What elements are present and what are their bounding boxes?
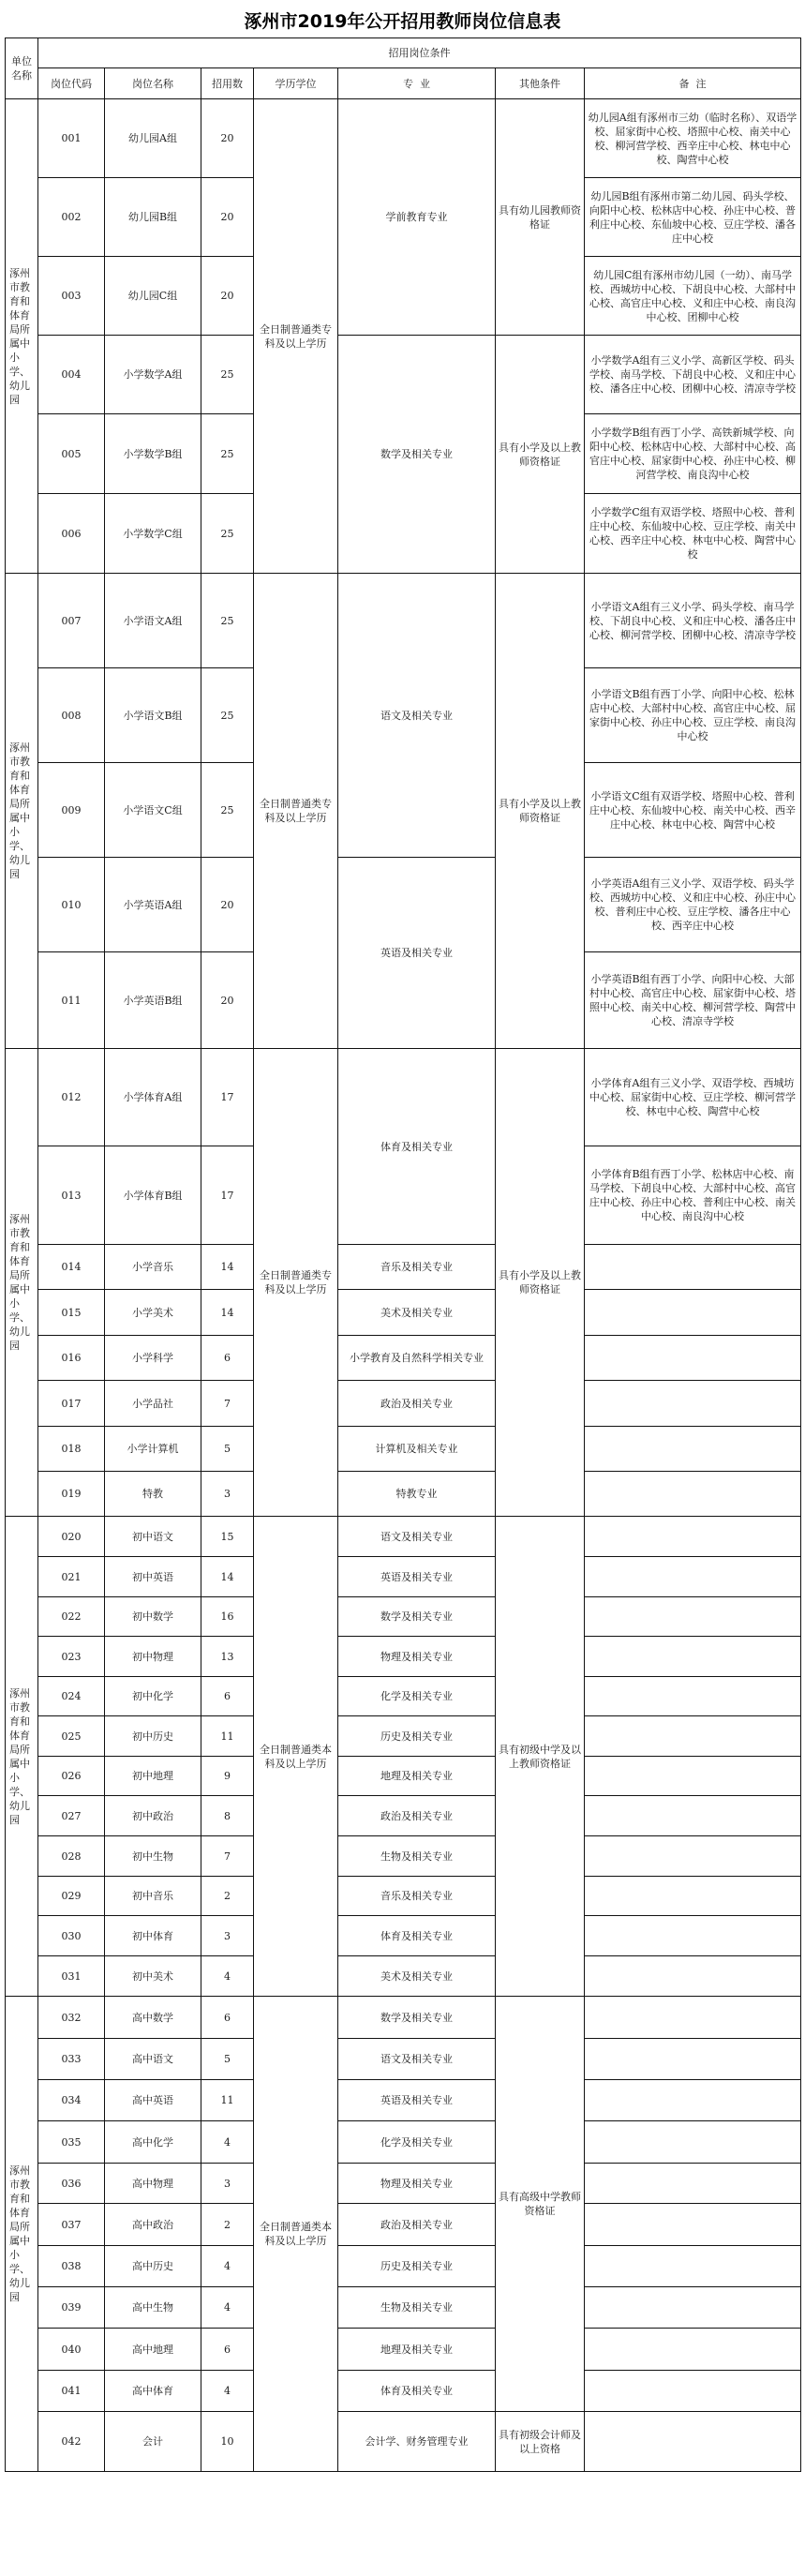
position-name: 小学品社 (105, 1381, 201, 1427)
position-code: 002 (38, 178, 105, 257)
position-name: 初中数学 (105, 1597, 201, 1637)
major-requirement: 英语及相关专业 (338, 2080, 496, 2121)
table-row (6, 574, 801, 668)
position-name: 高中生物 (105, 2287, 201, 2329)
position-name: 幼儿园A组 (105, 99, 201, 178)
remark (585, 1757, 801, 1796)
hire-count: 20 (201, 178, 254, 257)
education-requirement: 全日制普通类本科及以上学历 (254, 1997, 338, 2472)
table-row (6, 1381, 801, 1427)
table-row (6, 336, 801, 414)
remark (585, 1716, 801, 1757)
major-requirement: 生物及相关专业 (338, 2287, 496, 2329)
remark (585, 2121, 801, 2164)
position-code: 011 (38, 952, 105, 1049)
position-code: 027 (38, 1796, 105, 1836)
hire-count: 11 (201, 2080, 254, 2121)
major-requirement: 英语及相关专业 (338, 1557, 496, 1597)
position-code: 035 (38, 2121, 105, 2164)
position-name: 高中英语 (105, 2080, 201, 2121)
position-code: 021 (38, 1557, 105, 1597)
hire-count: 9 (201, 1757, 254, 1796)
remark: 小学数学C组有双语学校、塔照中心校、普利庄中心校、东仙坡中心校、豆庄学校、南关中心校、西辛庄中心校、林屯中心校、陶营中心校 (585, 494, 801, 574)
position-name: 高中物理 (105, 2164, 201, 2204)
table-row (6, 1245, 801, 1290)
table-row (6, 99, 801, 178)
major-requirement: 政治及相关专业 (338, 1796, 496, 1836)
hire-count: 8 (201, 1796, 254, 1836)
unit-name-cell (6, 99, 38, 574)
remark (585, 1517, 801, 1557)
position-name: 特教 (105, 1472, 201, 1517)
positions-table (5, 37, 801, 2472)
position-name: 初中地理 (105, 1757, 201, 1796)
hire-count: 20 (201, 257, 254, 336)
table-row (6, 1956, 801, 1997)
major-requirement: 会计学、财务管理专业 (338, 2412, 496, 2472)
major-requirement: 英语及相关专业 (338, 858, 496, 1049)
header-education: 学历学位 (254, 68, 338, 99)
position-code: 034 (38, 2080, 105, 2121)
remark: 小学数学A组有三义小学、高新区学校、码头学校、南马学校、下胡良中心校、义和庄中心校、潘各庄中心校、团柳中心校、清凉寺学校 (585, 336, 801, 414)
position-code: 025 (38, 1716, 105, 1757)
position-name: 小学英语B组 (105, 952, 201, 1049)
hire-count: 25 (201, 494, 254, 574)
header-major: 专 业 (338, 68, 496, 99)
table-row (6, 1336, 801, 1381)
position-code: 019 (38, 1472, 105, 1517)
position-code: 036 (38, 2164, 105, 2204)
major-requirement: 美术及相关专业 (338, 1956, 496, 1997)
position-code: 041 (38, 2371, 105, 2412)
position-name: 初中音乐 (105, 1877, 201, 1916)
position-name: 小学语文C组 (105, 763, 201, 858)
education-requirement: 全日制普通类专科及以上学历 (254, 1049, 338, 1517)
hire-count: 4 (201, 2287, 254, 2329)
position-code: 005 (38, 414, 105, 494)
page-title: 涿州市2019年公开招用教师岗位信息表 (244, 11, 561, 32)
position-code: 017 (38, 1381, 105, 1427)
position-code: 020 (38, 1517, 105, 1557)
major-requirement: 数学及相关专业 (338, 1997, 496, 2039)
table-row (6, 2371, 801, 2412)
other-requirement: 具有高级中学教师资格证 (496, 1997, 585, 2412)
remark (585, 1427, 801, 1472)
major-requirement: 数学及相关专业 (338, 1597, 496, 1637)
major-requirement: 语文及相关专业 (338, 1517, 496, 1557)
hire-count: 5 (201, 1427, 254, 1472)
position-code: 008 (38, 668, 105, 763)
position-name: 高中历史 (105, 2246, 201, 2287)
table-row (6, 2412, 801, 2472)
table-row (6, 1997, 801, 2039)
major-requirement: 体育及相关专业 (338, 1049, 496, 1245)
position-name: 高中政治 (105, 2204, 201, 2246)
other-requirement: 具有小学及以上教师资格证 (496, 1049, 585, 1517)
position-name: 初中生物 (105, 1836, 201, 1877)
remark: 幼儿园C组有涿州市幼儿园（一幼）、南马学校、西城坊中心校、下胡良中心校、大部村中心校、高官庄中心校、义和庄中心校、南良沟中心校、团柳中心校 (585, 257, 801, 336)
position-name: 初中美术 (105, 1956, 201, 1997)
remark (585, 2287, 801, 2329)
position-name: 幼儿园B组 (105, 178, 201, 257)
position-name: 小学体育A组 (105, 1049, 201, 1146)
table-row (6, 1877, 801, 1916)
hire-count: 17 (201, 1146, 254, 1245)
position-name: 小学英语A组 (105, 858, 201, 952)
position-code: 015 (38, 1290, 105, 1336)
remark (585, 2204, 801, 2246)
position-name: 小学科学 (105, 1336, 201, 1381)
table-row (6, 2080, 801, 2121)
major-requirement: 化学及相关专业 (338, 1677, 496, 1716)
position-name: 小学语文B组 (105, 668, 201, 763)
other-requirement: 具有小学及以上教师资格证 (496, 336, 585, 574)
hire-count: 25 (201, 336, 254, 414)
hire-count: 3 (201, 2164, 254, 2204)
remark: 小学语文B组有西丁小学、向阳中心校、松林店中心校、大部村中心校、高官庄中心校、屈家街中心校、孙庄中心校、豆庄学校、南良沟中心校 (585, 668, 801, 763)
position-code: 042 (38, 2412, 105, 2472)
hire-count: 16 (201, 1597, 254, 1637)
unit-name: 涿州市教育和体育局所属中小学、幼儿园 (9, 741, 30, 880)
position-code: 014 (38, 1245, 105, 1290)
remark: 小学数学B组有西丁小学、高铁新城学校、向阳中心校、松林店中心校、大部村中心校、高官庄中心校、屈家街中心校、孙庄中心校、柳河营学校、南良沟中心校 (585, 414, 801, 494)
table-row (6, 2164, 801, 2204)
remark (585, 1916, 801, 1956)
position-name: 初中物理 (105, 1637, 201, 1677)
hire-count: 14 (201, 1557, 254, 1597)
position-code: 001 (38, 99, 105, 178)
table-row (6, 1049, 801, 1146)
position-name: 初中化学 (105, 1677, 201, 1716)
position-name: 小学计算机 (105, 1427, 201, 1472)
remark (585, 1381, 801, 1427)
remark (585, 1677, 801, 1716)
remark (585, 1290, 801, 1336)
position-code: 024 (38, 1677, 105, 1716)
table-row (6, 2204, 801, 2246)
remark: 小学英语B组有西丁小学、向阳中心校、大部村中心校、高官庄中心校、屈家街中心校、塔照中心校、南关中心校、柳河营学校、陶营中心校、清凉寺学校 (585, 952, 801, 1049)
position-code: 004 (38, 336, 105, 414)
major-requirement: 音乐及相关专业 (338, 1877, 496, 1916)
major-requirement: 历史及相关专业 (338, 2246, 496, 2287)
remark (585, 1637, 801, 1677)
hire-count: 4 (201, 2371, 254, 2412)
remark (585, 2412, 801, 2472)
major-requirement: 政治及相关专业 (338, 2204, 496, 2246)
table-row (6, 1517, 801, 1557)
major-requirement: 语文及相关专业 (338, 574, 496, 858)
position-name: 小学数学B组 (105, 414, 201, 494)
table-row (6, 1757, 801, 1796)
hire-count: 4 (201, 2121, 254, 2164)
remark: 小学语文A组有三义小学、码头学校、南马学校、下胡良中心校、义和庄中心校、潘各庄中心校、柳河营学校、团柳中心校、清凉寺学校 (585, 574, 801, 668)
position-name: 高中地理 (105, 2329, 201, 2371)
remark: 幼儿园A组有涿州市三幼（临时名称）、双语学校、屈家街中心校、塔照中心校、南关中心校、柳河营学校、西辛庄中心校、林屯中心校、陶营中心校 (585, 99, 801, 178)
table-row (6, 1916, 801, 1956)
hire-count: 4 (201, 1956, 254, 1997)
position-code: 006 (38, 494, 105, 574)
hire-count: 17 (201, 1049, 254, 1146)
remark (585, 2164, 801, 2204)
major-requirement: 数学及相关专业 (338, 336, 496, 574)
position-code: 007 (38, 574, 105, 668)
header-unit-name: 单位名称 (6, 38, 38, 99)
table-row (6, 1796, 801, 1836)
major-requirement: 体育及相关专业 (338, 2371, 496, 2412)
remark (585, 2329, 801, 2371)
position-name: 幼儿园C组 (105, 257, 201, 336)
position-code: 038 (38, 2246, 105, 2287)
remark: 幼儿园B组有涿州市第二幼儿园、码头学校、向阳中心校、松林店中心校、孙庄中心校、普利庄中心校、东仙坡中心校、豆庄学校、潘各庄中心校 (585, 178, 801, 257)
position-name: 小学体育B组 (105, 1146, 201, 1245)
major-requirement: 化学及相关专业 (338, 2121, 496, 2164)
hire-count: 20 (201, 858, 254, 952)
unit-name: 涿州市教育和体育局所属中小学、幼儿园 (9, 2164, 30, 2303)
major-requirement: 地理及相关专业 (338, 1757, 496, 1796)
position-code: 029 (38, 1877, 105, 1916)
remark (585, 1245, 801, 1290)
position-code: 012 (38, 1049, 105, 1146)
position-code: 009 (38, 763, 105, 858)
remark (585, 2371, 801, 2412)
remark (585, 1557, 801, 1597)
major-requirement: 音乐及相关专业 (338, 1245, 496, 1290)
hire-count: 25 (201, 763, 254, 858)
position-code: 010 (38, 858, 105, 952)
table-row (6, 1290, 801, 1336)
position-code: 016 (38, 1336, 105, 1381)
hire-count: 25 (201, 574, 254, 668)
position-name: 初中历史 (105, 1716, 201, 1757)
position-name: 高中体育 (105, 2371, 201, 2412)
table-row (6, 2039, 801, 2080)
remark (585, 1336, 801, 1381)
position-name: 高中语文 (105, 2039, 201, 2080)
hire-count: 14 (201, 1290, 254, 1336)
remark (585, 1997, 801, 2039)
remark: 小学语文C组有双语学校、塔照中心校、普利庄中心校、东仙坡中心校、南关中心校、西辛庄中心校、林屯中心校、陶营中心校 (585, 763, 801, 858)
unit-name: 涿州市教育和体育局所属中小学、幼儿园 (9, 1686, 30, 1826)
hire-count: 6 (201, 1336, 254, 1381)
position-code: 013 (38, 1146, 105, 1245)
table-row (6, 1716, 801, 1757)
education-requirement: 全日制普通类本科及以上学历 (254, 1517, 338, 1997)
hire-count: 6 (201, 2329, 254, 2371)
position-code: 023 (38, 1637, 105, 1677)
other-requirement: 具有初级会计师及以上资格 (496, 2412, 585, 2472)
hire-count: 20 (201, 952, 254, 1049)
unit-name-cell (6, 1049, 38, 1517)
position-code: 030 (38, 1916, 105, 1956)
table-row (6, 1677, 801, 1716)
position-code: 039 (38, 2287, 105, 2329)
remark (585, 2246, 801, 2287)
other-requirement: 具有初级中学及以上教师资格证 (496, 1517, 585, 1997)
hire-count: 4 (201, 2246, 254, 2287)
table-row (6, 1637, 801, 1677)
table-row (6, 2329, 801, 2371)
major-requirement: 生物及相关专业 (338, 1836, 496, 1877)
unit-name-cell (6, 574, 38, 1049)
position-code: 022 (38, 1597, 105, 1637)
position-code: 028 (38, 1836, 105, 1877)
major-requirement: 特教专业 (338, 1472, 496, 1517)
hire-count: 10 (201, 2412, 254, 2472)
remark (585, 2039, 801, 2080)
position-code: 018 (38, 1427, 105, 1472)
remark (585, 1836, 801, 1877)
position-name: 初中语文 (105, 1517, 201, 1557)
remark (585, 1472, 801, 1517)
position-name: 初中体育 (105, 1916, 201, 1956)
position-name: 小学数学C组 (105, 494, 201, 574)
major-requirement: 美术及相关专业 (338, 1290, 496, 1336)
remark: 小学体育A组有三义小学、双语学校、西城坊中心校、屈家街中心校、豆庄学校、柳河营学校、林屯中心校、陶营中心校 (585, 1049, 801, 1146)
remark: 小学英语A组有三义小学、双语学校、码头学校、西城坊中心校、义和庄中心校、孙庄中心校、普利庄中心校、豆庄学校、潘各庄中心校、西辛庄中心校 (585, 858, 801, 952)
major-requirement: 体育及相关专业 (338, 1916, 496, 1956)
table-row (6, 2246, 801, 2287)
major-requirement: 历史及相关专业 (338, 1716, 496, 1757)
position-name: 初中英语 (105, 1557, 201, 1597)
other-requirement: 具有幼儿园教师资格证 (496, 99, 585, 336)
header-count: 招用数 (201, 68, 254, 99)
header-code: 岗位代码 (38, 68, 105, 99)
hire-count: 2 (201, 1877, 254, 1916)
position-name: 小学数学A组 (105, 336, 201, 414)
major-requirement: 计算机及相关专业 (338, 1427, 496, 1472)
major-requirement: 物理及相关专业 (338, 2164, 496, 2204)
table-row (6, 2287, 801, 2329)
hire-count: 14 (201, 1245, 254, 1290)
hire-count: 3 (201, 1472, 254, 1517)
hire-count: 13 (201, 1637, 254, 1677)
table-row (6, 1836, 801, 1877)
position-code: 037 (38, 2204, 105, 2246)
position-name: 高中数学 (105, 1997, 201, 2039)
position-name: 小学音乐 (105, 1245, 201, 1290)
table-row (6, 1597, 801, 1637)
major-requirement: 政治及相关专业 (338, 1381, 496, 1427)
unit-name-cell (6, 1517, 38, 1997)
hire-count: 2 (201, 2204, 254, 2246)
hire-count: 25 (201, 668, 254, 763)
unit-name-cell (6, 1997, 38, 2472)
hire-count: 7 (201, 1381, 254, 1427)
hire-count: 3 (201, 1916, 254, 1956)
remark (585, 1796, 801, 1836)
table-row (6, 1472, 801, 1517)
hire-count: 20 (201, 99, 254, 178)
hire-count: 6 (201, 1677, 254, 1716)
position-code: 003 (38, 257, 105, 336)
table-row (6, 1427, 801, 1472)
other-requirement: 具有小学及以上教师资格证 (496, 574, 585, 1049)
table-row (6, 2121, 801, 2164)
hire-count: 6 (201, 1997, 254, 2039)
position-code: 032 (38, 1997, 105, 2039)
hire-count: 5 (201, 2039, 254, 2080)
remark (585, 1877, 801, 1916)
header-conditions: 招用岗位条件 (38, 38, 801, 68)
major-requirement: 语文及相关专业 (338, 2039, 496, 2080)
hire-count: 25 (201, 414, 254, 494)
remark (585, 2080, 801, 2121)
position-name: 会计 (105, 2412, 201, 2472)
remark: 小学体育B组有西丁小学、松林店中心校、南马学校、下胡良中心校、大部村中心校、高官庄中心校、孙庄中心校、普利庄中心校、南关中心校、南良沟中心校 (585, 1146, 801, 1245)
major-requirement: 小学教育及自然科学相关专业 (338, 1336, 496, 1381)
header-remark: 备 注 (585, 68, 801, 99)
position-name: 高中化学 (105, 2121, 201, 2164)
unit-name: 涿州市教育和体育局所属中小学、幼儿园 (9, 1213, 30, 1352)
major-requirement: 地理及相关专业 (338, 2329, 496, 2371)
major-requirement: 学前教育专业 (338, 99, 496, 336)
header-other: 其他条件 (496, 68, 585, 99)
major-requirement: 物理及相关专业 (338, 1637, 496, 1677)
education-requirement: 全日制普通类专科及以上学历 (254, 99, 338, 574)
education-requirement: 全日制普通类专科及以上学历 (254, 574, 338, 1049)
hire-count: 11 (201, 1716, 254, 1757)
header-name: 岗位名称 (105, 68, 201, 99)
position-code: 033 (38, 2039, 105, 2080)
table-row (6, 1557, 801, 1597)
position-name: 小学美术 (105, 1290, 201, 1336)
remark (585, 1597, 801, 1637)
remark (585, 1956, 801, 1997)
table-row (6, 858, 801, 952)
hire-count: 7 (201, 1836, 254, 1877)
unit-name: 涿州市教育和体育局所属中小学、幼儿园 (9, 266, 30, 406)
position-name: 初中政治 (105, 1796, 201, 1836)
position-name: 小学语文A组 (105, 574, 201, 668)
position-code: 040 (38, 2329, 105, 2371)
position-code: 026 (38, 1757, 105, 1796)
hire-count: 15 (201, 1517, 254, 1557)
position-code: 031 (38, 1956, 105, 1997)
